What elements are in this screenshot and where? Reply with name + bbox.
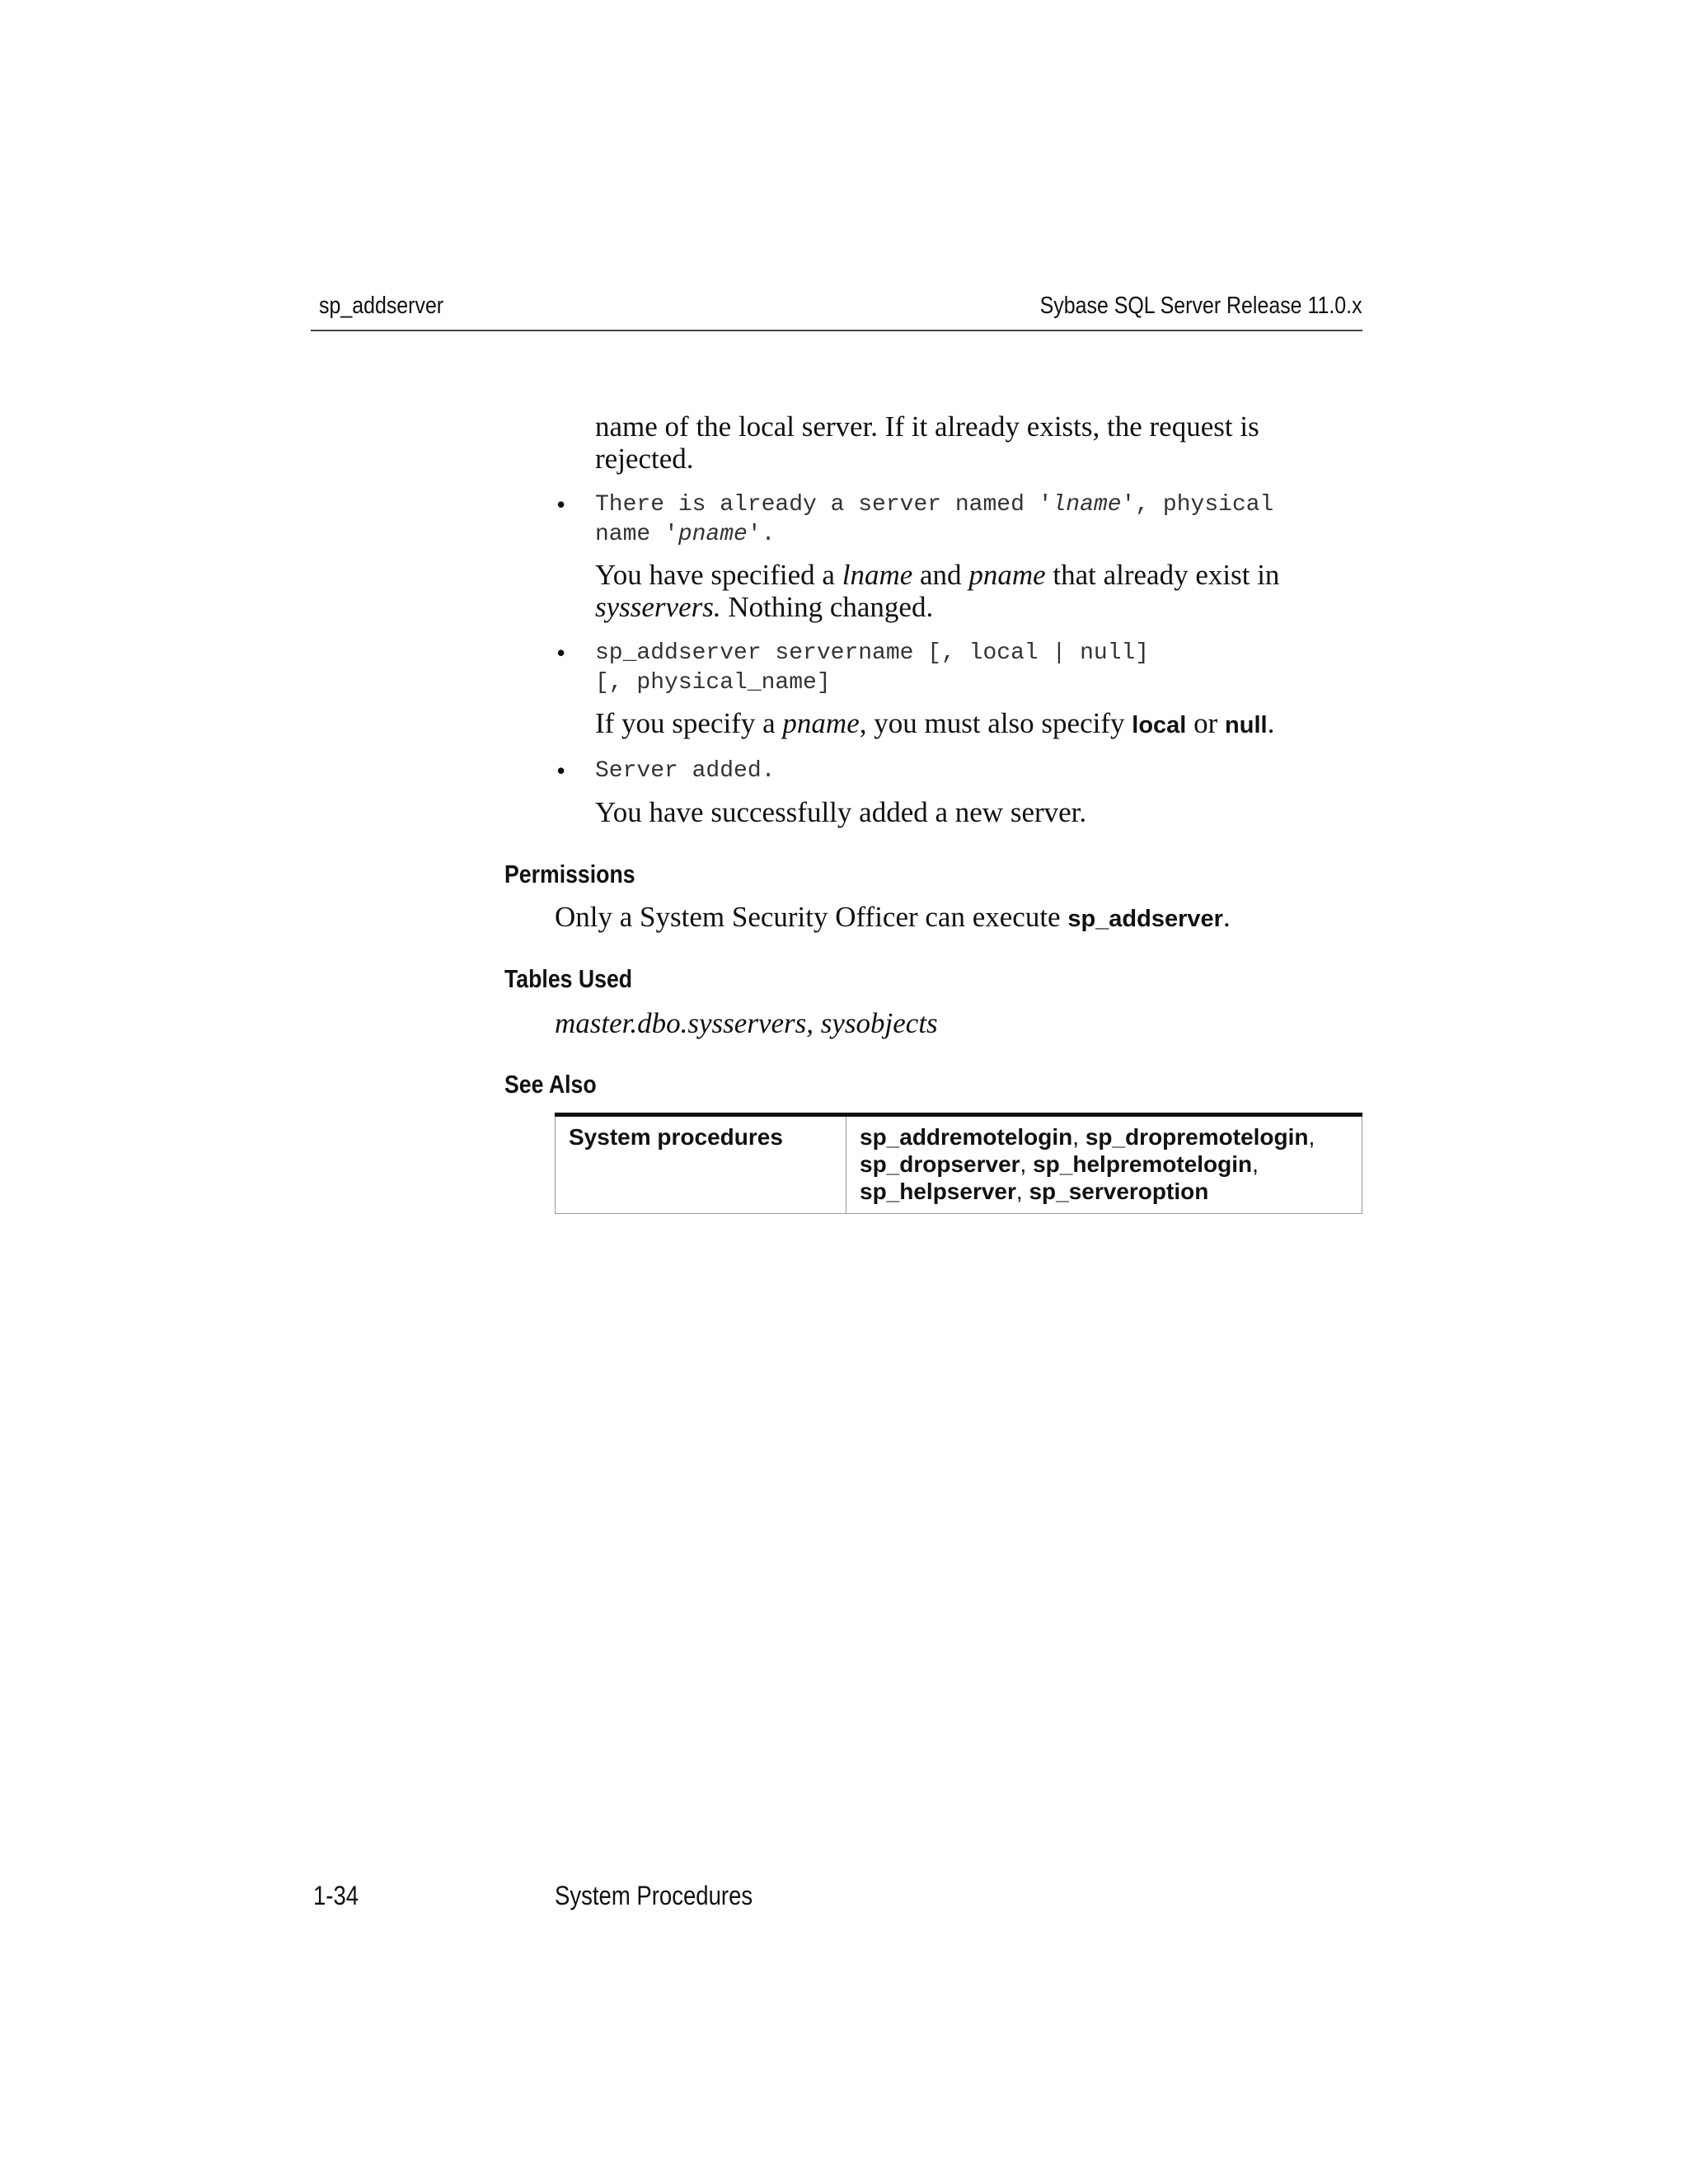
procedures-line-3 <box>860 1178 1348 1205</box>
desc-keyword: local <box>1132 712 1187 738</box>
desc-text: Nothing changed. <box>720 591 934 623</box>
header-rule <box>311 330 1362 331</box>
procedure-link[interactable]: sp_helpserver <box>860 1179 1016 1204</box>
separator: , <box>1252 1151 1259 1177</box>
bullet-3: • <box>556 756 566 785</box>
header-procedure-name: sp_addserver <box>319 293 444 319</box>
bullet-2: • <box>556 638 566 668</box>
procedure-link[interactable]: sp_helpremotelogin <box>1033 1151 1253 1177</box>
tables-used-heading: Tables Used <box>504 964 633 993</box>
message-server-added-description: You have successfully added a new server. <box>595 796 1087 828</box>
tables-used-text: master.dbo.sysservers, sysobjects <box>555 1007 938 1039</box>
permissions-text <box>555 901 1321 935</box>
intro-line-2: rejected. <box>595 443 694 475</box>
header-release: Sybase SQL Server Release 11.0.x <box>1040 293 1362 319</box>
footer-title: System Procedures <box>555 1881 753 1910</box>
table-row <box>556 1115 1362 1214</box>
code-variable: lname <box>1052 492 1122 518</box>
bullet-1: • <box>556 490 566 519</box>
separator: , <box>1015 1179 1029 1204</box>
code-text: name ' <box>595 522 678 547</box>
desc-text: or <box>1186 707 1226 739</box>
desc-keyword: null <box>1225 712 1268 738</box>
permissions-text-part: . <box>1222 901 1231 933</box>
see-also-heading: See Also <box>504 1070 597 1099</box>
procedures-line-1 <box>860 1123 1348 1151</box>
permissions-heading: Permissions <box>504 860 635 888</box>
see-also-procedures <box>846 1115 1362 1214</box>
desc-variable: lname <box>842 559 913 591</box>
desc-text: and <box>912 559 969 591</box>
intro-paragraph <box>595 410 1362 475</box>
permissions-keyword: sp_addserver <box>1067 906 1223 932</box>
separator: , <box>1308 1124 1315 1150</box>
message-already-exists <box>595 490 1362 550</box>
message-server-added: Server added. <box>595 758 776 784</box>
procedure-link[interactable]: sp_dropserver <box>860 1151 1020 1177</box>
desc-text: . <box>1267 707 1275 739</box>
message-syntax <box>595 639 1362 698</box>
see-also-row-label: System procedures <box>556 1115 846 1214</box>
message-already-exists-description <box>595 559 1362 623</box>
permissions-text-part: Only a System Security Officer can execute <box>555 901 1068 933</box>
code-text: ', physical <box>1121 492 1274 518</box>
code-text: There is already a server named ' <box>595 492 1053 518</box>
code-text: '. <box>747 522 776 547</box>
code-line: [, physical_name] <box>595 670 831 696</box>
procedures-line-2 <box>860 1151 1348 1178</box>
separator: , <box>1072 1124 1085 1150</box>
code-line: sp_addserver servername [, local | null] <box>595 640 1150 666</box>
intro-line-1: name of the local server. If it already exists, the request is <box>595 410 1259 443</box>
page-number: 1-34 <box>313 1881 359 1910</box>
separator: , <box>1020 1151 1034 1177</box>
desc-text: If you specify a <box>595 707 783 739</box>
desc-text: that already exist in <box>1045 559 1280 591</box>
message-syntax-description <box>595 707 1362 742</box>
desc-variable: pname <box>782 707 860 739</box>
desc-text: You have specified a <box>595 559 842 591</box>
procedure-link[interactable]: sp_dropremotelogin <box>1085 1124 1309 1150</box>
procedure-link[interactable]: sp_serveroption <box>1029 1179 1209 1204</box>
desc-variable: sysservers. <box>595 591 721 623</box>
code-variable: pname <box>678 522 748 547</box>
see-also-table <box>555 1113 1362 1214</box>
procedure-link[interactable]: sp_addremotelogin <box>860 1124 1073 1150</box>
desc-variable: pname <box>968 559 1046 591</box>
desc-text: , you must also specify <box>859 707 1132 739</box>
